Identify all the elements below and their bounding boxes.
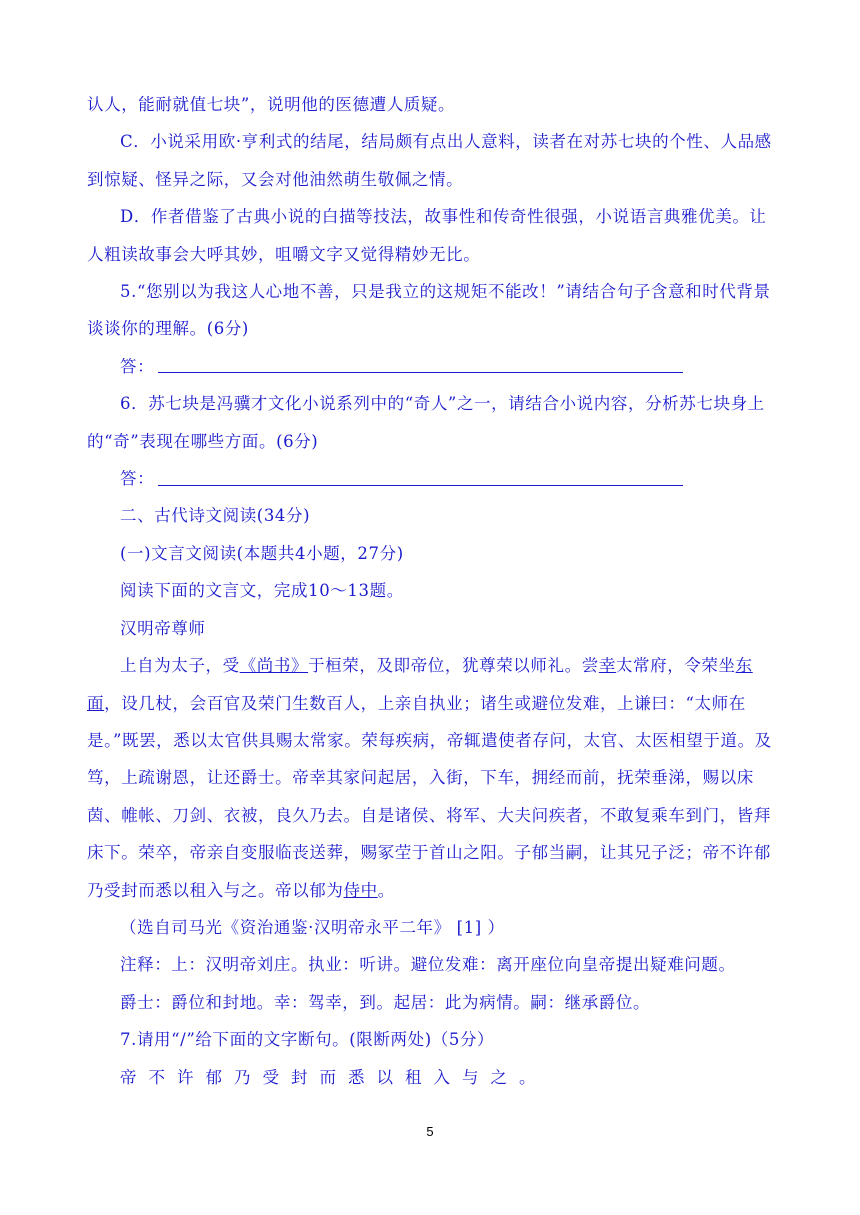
answer-5 xyxy=(87,348,777,385)
text-line-continuation: 认人，能耐就值七块”，说明他的医德遭人质疑。 xyxy=(87,95,456,114)
passage-segment: 于桓荣，及即帝位，犹尊荣以师礼。尝 xyxy=(308,656,599,676)
question-7-text: 帝不许郁乃受封而悉以租入与之。 xyxy=(120,1067,548,1087)
annotation-1: 注释：上：汉明帝刘庄。执业：听讲。避位发难：离开座位向皇帝提出疑难问题。 xyxy=(120,955,736,975)
question-6: 6．苏七块是冯骥才文化小说系列中的“奇人”之一，请结合小说内容，分析苏七块身上的“奇”表现在哪些方面。(6分) xyxy=(87,394,765,451)
underlined-term: 东面 xyxy=(87,656,753,713)
passage-source: （选自司马光《资治通鉴·汉明帝永平二年》 [1] ） xyxy=(120,917,505,937)
passage-title: 汉明帝尊师 xyxy=(120,618,206,638)
question-7: 7.请用“/”给下面的文字断句。(限断两处)（5分） xyxy=(120,1030,495,1050)
subsection-heading: (一)文言文阅读(本题共4小题，27分) xyxy=(120,543,404,563)
passage-segment: 。 xyxy=(377,880,395,900)
answer-line xyxy=(158,371,683,373)
passage-segment: 上自为太子，受 xyxy=(120,656,240,676)
section-heading: 二、古代诗文阅读(34分) xyxy=(120,506,311,526)
reading-instruction: 阅读下面的文言文，完成10～13题。 xyxy=(120,581,404,601)
option-d: D．作者借鉴了古典小说的白描等技法，故事性和传奇性很强，小说语言典雅优美。让人粗读故事会大呼其妙，咀嚼文字又觉得精妙无比。 xyxy=(87,207,767,264)
answer-6 xyxy=(87,460,777,497)
underlined-term: 侍中 xyxy=(343,880,378,900)
option-c: C．小说采用欧·亨利式的结尾，结局颇有点出人意料，读者在对苏七块的个性、人品感到惊疑、怪异之际，又会对他油然萌生敬佩之情。 xyxy=(87,132,772,189)
passage-text xyxy=(87,647,777,909)
page-number: 5 xyxy=(426,1124,434,1139)
underlined-term: 《尚书》 xyxy=(239,656,309,676)
passage-segment: ，设几杖，会百官及荣门生数百人，上亲自执业；诸生或避位发难，上谦曰：“太师在是。”既罢，悉以太官供具赐太常家。荣每疾病，帝辄遣使者存问，太官、太医相望于道。及笃，上疏谢恩，让还爵士。帝幸其家问起居，入街，下车，拥经而前，抚荣垂涕，赐以床茵、帷帐、刀剑、衣被，良久乃去。自是诸侯、将军、大夫问疾者，不敢复乘车到门，皆拜床下。荣卒，帝亲自变服临丧送葬，赐冢茔于首山之阳。子郁当嗣，让其兄子泛；帝不许郁乃受封而悉以租入与之。帝以郁为 xyxy=(87,693,772,900)
answer-label: 答： xyxy=(120,469,155,489)
passage-segment: 太常府，令荣坐 xyxy=(615,656,736,676)
answer-label: 答： xyxy=(120,356,155,376)
underlined-term: 幸 xyxy=(598,656,616,676)
question-5: 5.“您别以为我这人心地不善，只是我立的这规矩不能改！”请结合句子含意和时代背景谈谈你的理解。(6分) xyxy=(87,282,771,339)
annotation-2: 爵士：爵位和封地。幸：驾幸，到。起居：此为病情。嗣：继承爵位。 xyxy=(120,992,651,1012)
answer-line xyxy=(158,484,683,486)
page-content xyxy=(87,86,777,1096)
